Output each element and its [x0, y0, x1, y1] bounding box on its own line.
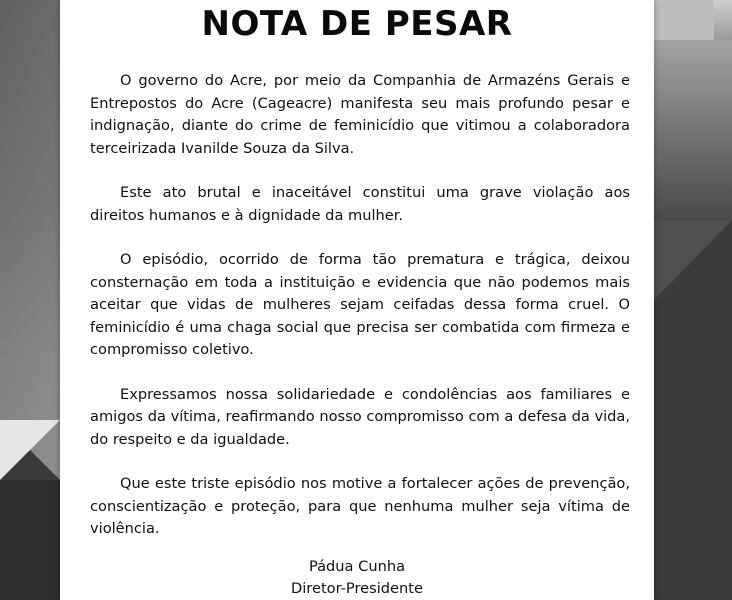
- note-paragraph: O episódio, ocorrido de forma tão prematura e trágica, deixou consternação em toda a instituição e evidencia que não podemos mais aceitar que vidas de mulheres sejam ceifadas dessa forma cruel. O feminicídio é uma chaga social que precisa ser combatida com firmeza e compromisso coletivo.: [90, 251, 630, 358]
- signature-role: Diretor-Presidente: [291, 580, 423, 597]
- signature-name: Pádua Cunha: [308, 558, 406, 575]
- condolence-note-paper: [60, 0, 654, 600]
- background-right-top-strip: [714, 0, 732, 40]
- note-body: [90, 70, 630, 563]
- background-left-dark-block: [0, 480, 60, 600]
- background-left-light-triangle: [0, 420, 60, 480]
- note-paragraph: Este ato brutal e inaceitável constitui uma grave violação aos direitos humanos e à dignidade da mulher.: [90, 184, 630, 224]
- background-right-gradient: [654, 40, 732, 220]
- note-title: NOTA DE PESAR: [201, 4, 513, 44]
- note-paragraph: Que este triste episódio nos motive a fortalecer ações de prevenção, conscientização e proteção, para que nenhuma mulher seja vítima de violência.: [90, 475, 630, 537]
- background-right-triangle: [654, 220, 732, 300]
- background-right-top-block: [654, 0, 714, 40]
- signature-block: [60, 556, 654, 600]
- note-paragraph: Expressamos nossa solidariedade e condolências aos familiares e amigos da vítima, reafirmando nosso compromisso com a defesa da vida, do respeito e da igualdade.: [90, 385, 630, 448]
- note-paragraph: O governo do Acre, por meio da Companhia de Armazéns Gerais e Entrepostos do Acre (Cageacre) manifesta seu mais profundo pesar e indignação, diante do crime de feminicídio que vitimou a colaboradora terceirizada Ivanilde Souza da Silva.: [90, 72, 630, 157]
